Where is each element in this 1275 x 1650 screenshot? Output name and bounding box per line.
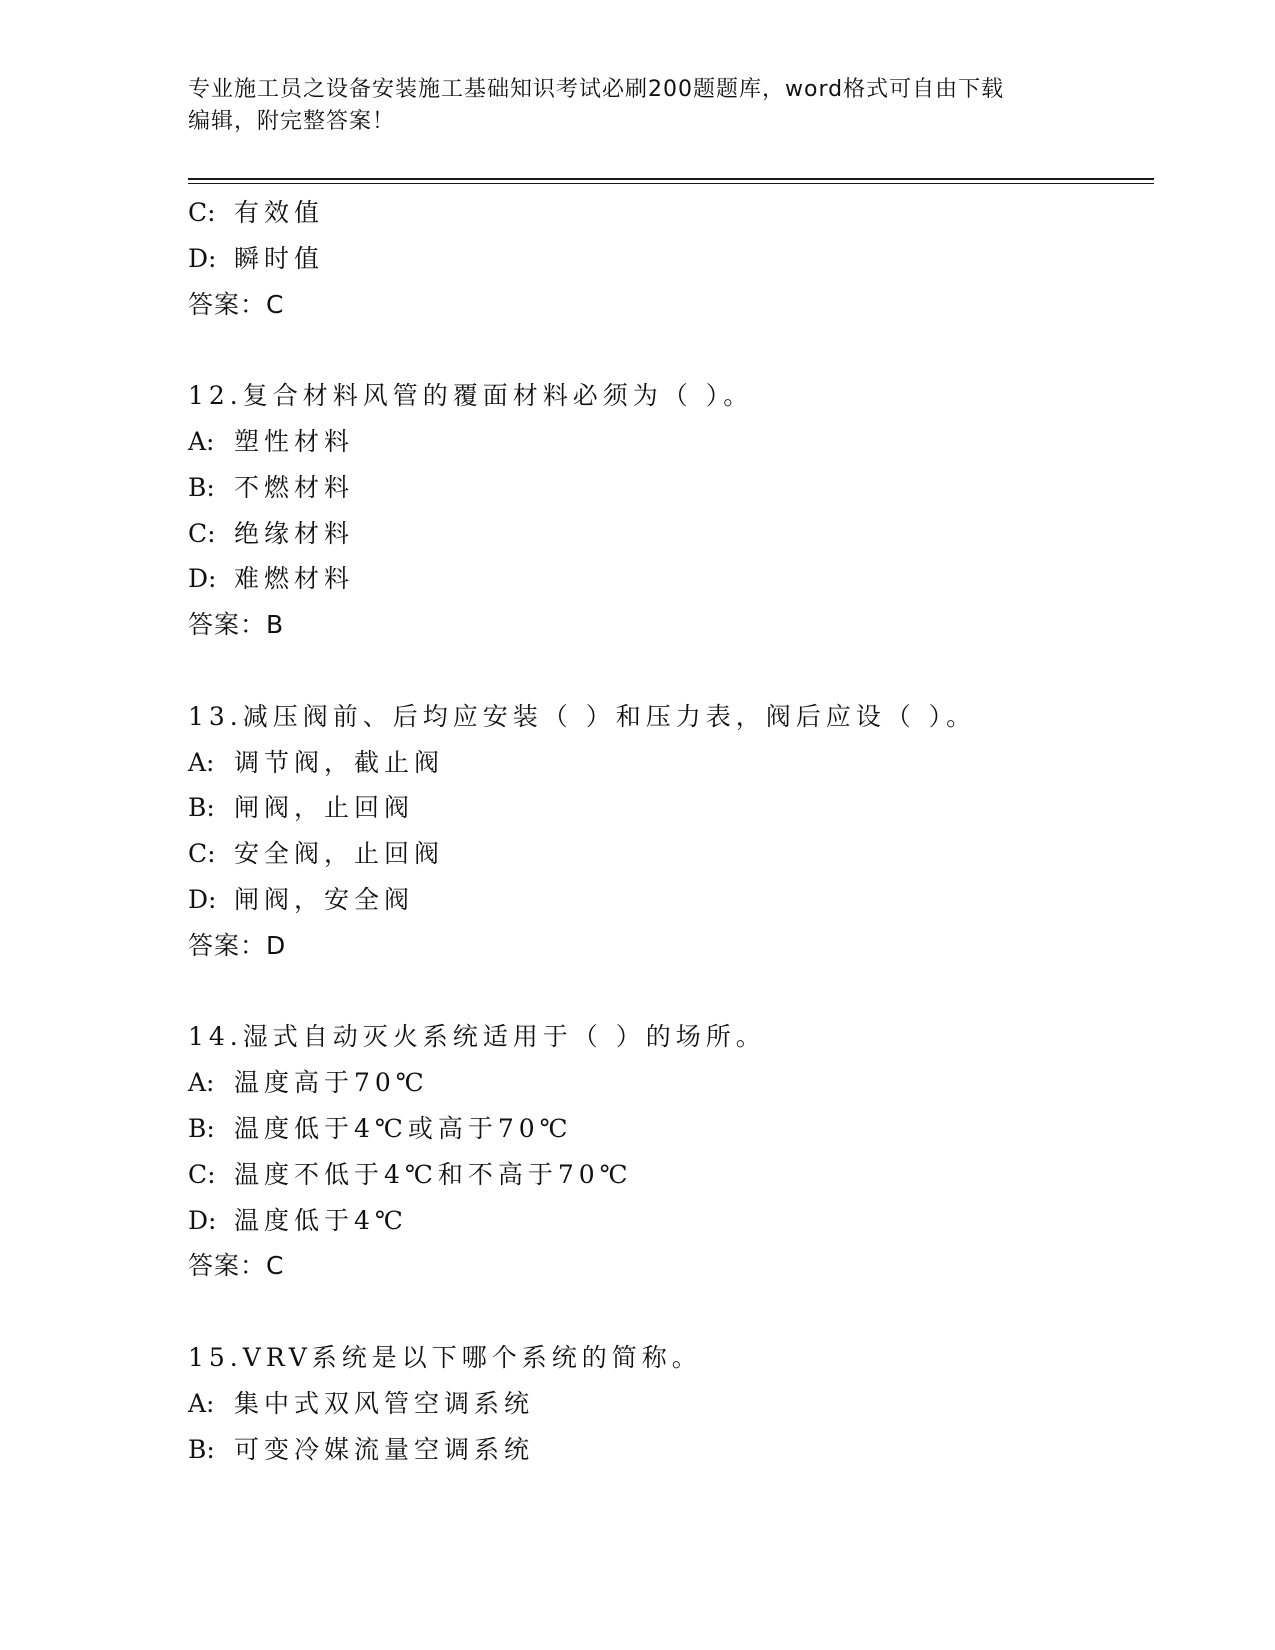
option-text: 有效值 [234,198,325,227]
option-text: 安全阀，止回阀 [234,839,445,869]
header-title-line-1: 专业施工员之设备安装施工基础知识考试必刷200题题库，word格式可自由下载 [188,77,1005,102]
option-c [188,831,1148,877]
header-divider-thick [188,178,1154,180]
question-15 [188,1335,1148,1472]
option-b [188,785,1148,831]
option-d [188,877,1148,923]
option-text: 绝缘材料 [234,518,355,548]
option-text: 调节阀，截止阀 [234,747,445,777]
option-b [188,1106,1148,1152]
option-d [188,1198,1148,1244]
option-text: 可变冷媒流量空调系统 [234,1434,535,1464]
answer-line: 答案：D [188,930,287,960]
option-text: 不燃材料 [234,472,355,502]
option-text: 集中式双风管空调系统 [234,1388,535,1418]
option-text: 塑性材料 [234,426,355,456]
option-letter: D: [188,243,217,273]
question-12 [188,373,1148,648]
spacer [188,969,1148,1015]
option-letter: A: [188,1388,215,1418]
question-stem: 13.减压阀前、后均应安装（ ）和压力表，阀后应设（ ）。 [188,701,977,731]
spacer [188,648,1148,694]
spacer [188,1289,1148,1335]
option-letter: A: [188,1068,215,1098]
option-letter: D: [188,884,217,914]
option-letter: B: [188,1113,215,1143]
option-d [188,236,1148,282]
option-d [188,556,1148,602]
answer-line: 答案：C [188,289,285,319]
question-14 [188,1014,1148,1289]
option-c [188,190,1148,236]
question-stem: 15.VRV系统是以下哪个系统的简称。 [188,1342,702,1372]
answer-line: 答案：B [188,610,285,640]
answer-line: 答案：C [188,1251,285,1281]
option-text: 瞬时值 [234,243,325,273]
option-b [188,465,1148,511]
option-text: 温度低于4℃ [234,1205,408,1235]
option-a [188,419,1148,465]
question-stem: 14.湿式自动灭火系统适用于（ ）的场所。 [188,1022,766,1052]
option-c [188,511,1148,557]
option-letter: D: [188,564,217,594]
option-text: 难燃材料 [234,564,355,594]
option-letter: D: [188,1205,217,1235]
question-11-partial [188,190,1148,327]
option-letter: C: [188,198,216,227]
option-a [188,1381,1148,1427]
option-a [188,1060,1148,1106]
option-text: 闸阀，安全阀 [234,884,415,914]
option-letter: C: [188,839,216,869]
document-header [188,74,1088,138]
option-text: 闸阀，止回阀 [234,793,415,823]
option-c [188,1152,1148,1198]
option-text: 温度高于70℃ [234,1068,429,1098]
header-title-line-2: 编辑，附完整答案！ [188,109,396,134]
option-letter: B: [188,472,215,502]
option-letter: C: [188,1159,216,1189]
option-letter: A: [188,426,215,456]
option-text: 温度低于4℃或高于70℃ [234,1113,573,1143]
option-text: 温度不低于4℃和不高于70℃ [234,1159,633,1189]
option-letter: B: [188,793,215,823]
question-stem: 12.复合材料风管的覆面材料必须为（ ）。 [188,381,754,411]
spacer [188,327,1148,373]
question-13 [188,694,1148,969]
option-letter: C: [188,518,216,548]
option-b [188,1427,1148,1473]
option-a [188,740,1148,786]
header-divider-thin [188,183,1154,184]
question-list [188,190,1148,1472]
option-letter: A: [188,747,215,777]
option-letter: B: [188,1434,215,1464]
